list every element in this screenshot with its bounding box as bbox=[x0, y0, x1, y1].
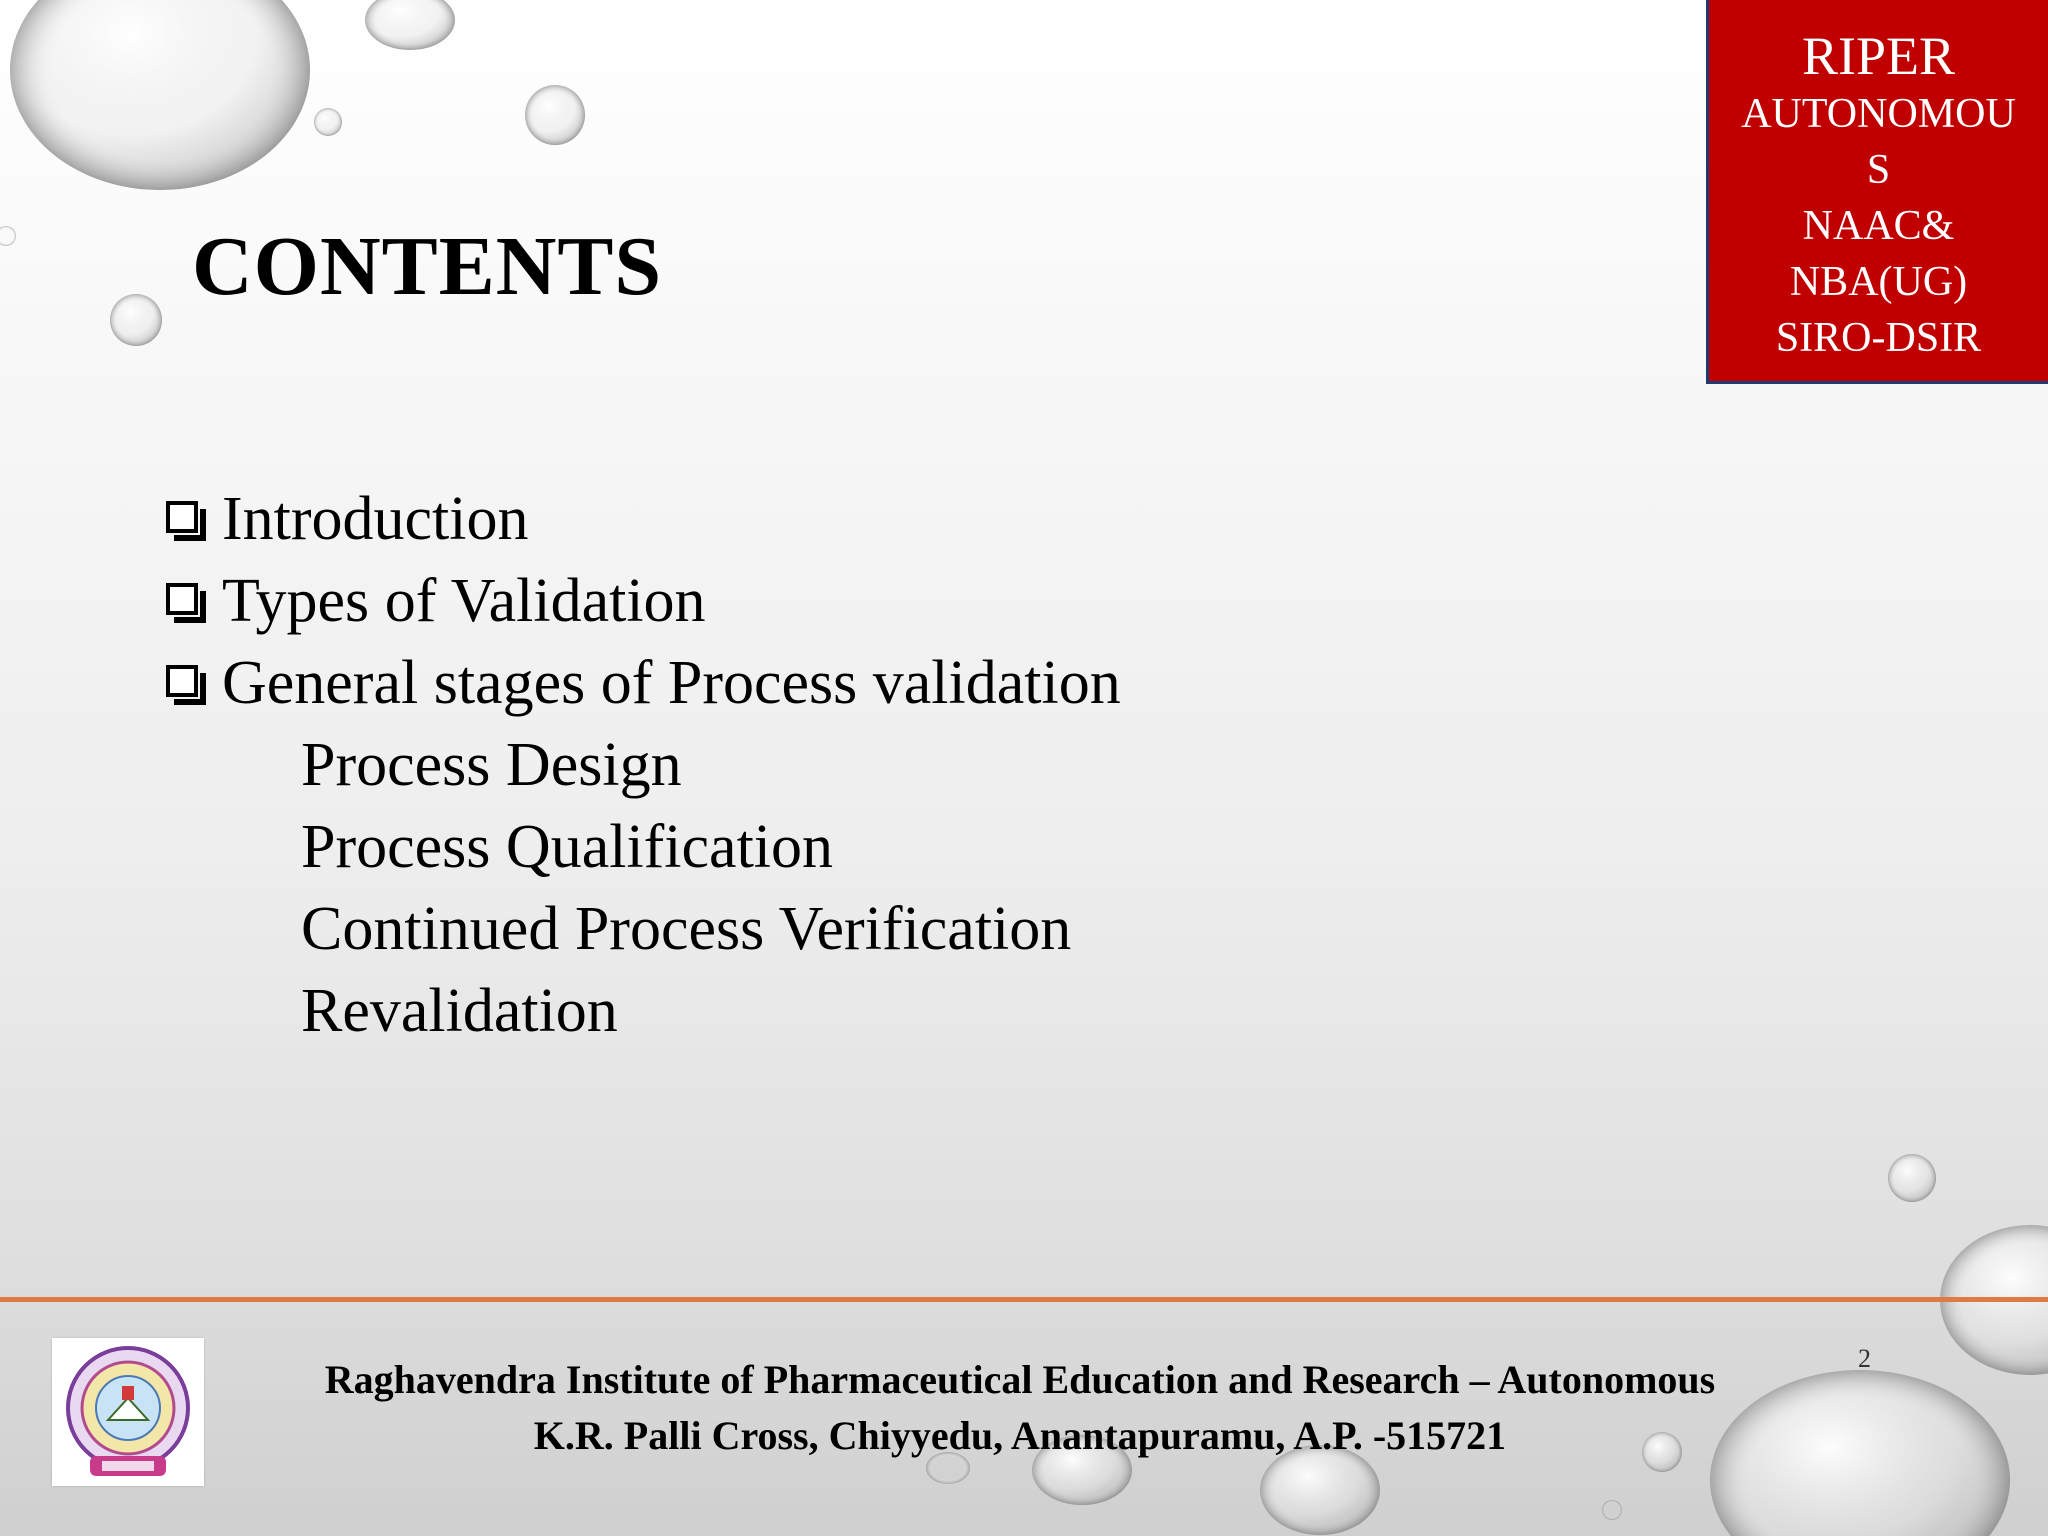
badge-line: AUTONOMOU bbox=[1741, 91, 2016, 137]
footer-address: K.R. Palli Cross, Chiyyedu, Anantapuramu, A.P. -515721 bbox=[533, 1413, 1507, 1458]
footer-institute-info bbox=[220, 1352, 1820, 1464]
footer-institute-name: Raghavendra Institute of Pharmaceutical Education and Research – Autonomous bbox=[324, 1357, 1716, 1402]
list-item bbox=[166, 560, 1121, 642]
checkbox-icon bbox=[166, 665, 206, 705]
list-item bbox=[166, 642, 1121, 724]
badge-line: NBA(UG) bbox=[1789, 259, 1968, 305]
sub-list-item bbox=[166, 888, 1121, 970]
list-item-text: Continued Process Verification bbox=[301, 895, 1072, 963]
list-item-text: Introduction bbox=[222, 485, 529, 553]
droplets-bottom-right bbox=[926, 1154, 2048, 1536]
list-item bbox=[166, 478, 1121, 560]
slide-title: CONTENTS bbox=[192, 220, 663, 313]
accreditation-badge bbox=[1706, 0, 2048, 384]
checkbox-icon bbox=[166, 501, 206, 541]
list-item-text: Revalidation bbox=[301, 977, 618, 1045]
sub-list-item bbox=[166, 724, 1121, 806]
badge-line: S bbox=[1866, 147, 1891, 193]
badge-line: NAAC& bbox=[1802, 203, 1955, 249]
badge-line: RIPER bbox=[1801, 26, 1956, 86]
list-item-text: Process Qualification bbox=[301, 813, 834, 881]
checkbox-icon bbox=[166, 583, 206, 623]
sub-list-item bbox=[166, 806, 1121, 888]
badge-line: SIRO-DSIR bbox=[1775, 315, 1982, 361]
sub-list-item bbox=[166, 970, 1121, 1052]
list-item-text: Process Design bbox=[301, 731, 682, 799]
list-item-text: Types of Validation bbox=[222, 567, 706, 635]
footer-divider bbox=[0, 1297, 2048, 1302]
page-number: 2 bbox=[1858, 1344, 1871, 1373]
institute-logo bbox=[52, 1338, 204, 1486]
list-item-text: General stages of Process validation bbox=[222, 649, 1121, 717]
contents-list bbox=[166, 478, 1121, 1052]
riper-seal-icon bbox=[52, 1338, 204, 1486]
